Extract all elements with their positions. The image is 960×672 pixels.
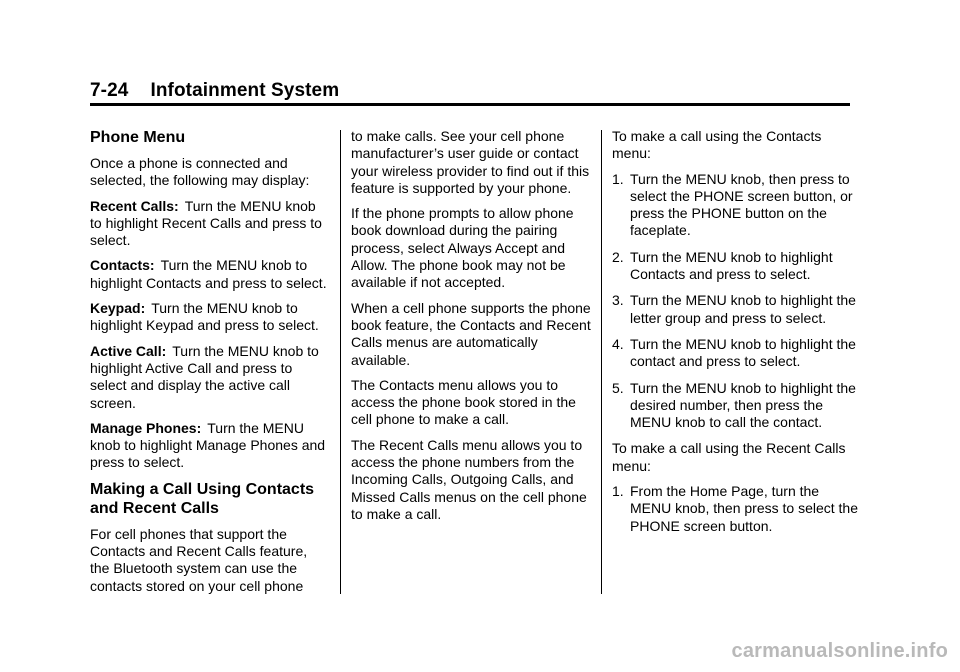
definition-term: Keypad: — [90, 300, 146, 317]
list-number: 1. — [612, 170, 624, 187]
paragraph: If the phone prompts to allow phone book download during the pairing process, select Always Accept and Allow. The phone book may not be available if not accepted. — [351, 205, 574, 291]
paragraph: The Contacts menu allows you to access the phone book stored in the cell phone to make a call. — [351, 376, 576, 428]
section-title: Infotainment System — [150, 80, 340, 101]
header-rule — [90, 103, 850, 106]
list-text: Turn the MENU knob to highlight the desired number, then press the MENU knob to call the contact. — [630, 379, 856, 431]
numbered-list — [612, 171, 858, 432]
list-text: Turn the MENU knob, then press to select the PHONE screen button, or press the PHONE button on the faceplate. — [630, 170, 853, 239]
numbered-list — [612, 483, 858, 535]
list-item — [612, 336, 858, 371]
list-item — [612, 483, 858, 535]
definition-text: Turn the MENU knob to highlight Active Call and press to select and display the active call screen. — [90, 342, 319, 411]
page-header — [90, 80, 850, 102]
watermark: carmanualsonline.info — [731, 640, 948, 662]
column-1 — [90, 128, 330, 603]
definition-term: Active Call: — [90, 342, 167, 359]
definition-term: Recent Calls: — [90, 197, 179, 214]
definition-text: Turn the MENU knob to highlight Contacts and press to select. — [90, 257, 327, 291]
definition-item — [90, 300, 330, 335]
definition-term: Contacts: — [90, 257, 155, 274]
column-2 — [351, 128, 591, 531]
definition-text: Turn the MENU knob to highlight Keypad and press to select. — [90, 300, 319, 334]
paragraph: Once a phone is connected and selected, the following may display: — [90, 155, 310, 189]
paragraph: When a cell phone supports the phone book feature, the Contacts and Recent Calls menus are automatically available. — [351, 299, 591, 368]
list-text: Turn the MENU knob to highlight the contact and press to select. — [630, 335, 856, 370]
section-heading: Making a Call Using Contacts and Recent Calls — [90, 480, 315, 517]
list-item — [612, 292, 858, 327]
list-text: From the Home Page, turn the MENU knob, then press to select the PHONE screen button. — [630, 483, 858, 534]
list-item — [612, 171, 858, 240]
paragraph: To make a call using the Recent Calls menu: — [612, 440, 846, 474]
definition-item — [90, 420, 330, 472]
page-number: 7-24 — [90, 80, 129, 101]
paragraph: To make a call using the Contacts menu: — [612, 128, 822, 162]
list-text: Turn the MENU knob to highlight the letter group and press to select. — [630, 292, 856, 326]
column-divider — [601, 130, 602, 594]
column-3 — [612, 128, 858, 544]
definition-term: Manage Phones: — [90, 419, 202, 436]
paragraph: For cell phones that support the Contacts and Recent Calls feature, the Bluetooth system can use the contacts stored on your cell phone — [90, 525, 308, 594]
list-number: 1. — [612, 483, 624, 500]
definition-item — [90, 343, 330, 412]
list-item — [612, 249, 858, 284]
list-number: 3. — [612, 292, 624, 309]
list-number: 5. — [612, 379, 624, 396]
definition-item — [90, 198, 330, 250]
header-title — [90, 80, 850, 102]
paragraph: to make calls. See your cell phone manufacturer’s user guide or contact your wireless provider to find out if this feature is supported by your phone. — [351, 128, 590, 196]
list-number: 2. — [612, 248, 624, 265]
definition-text: Turn the MENU knob to highlight Recent Calls and press to select. — [90, 197, 322, 249]
list-text: Turn the MENU knob to highlight Contacts and press to select. — [630, 248, 833, 283]
list-number: 4. — [612, 335, 624, 352]
paragraph: The Recent Calls menu allows you to access the phone numbers from the Incoming Calls, Outgoing Calls, and Missed Calls menus on the cell phone to make a call. — [351, 436, 587, 522]
column-divider — [340, 130, 341, 594]
definition-text: Turn the MENU knob to highlight Manage Phones and press to select. — [90, 419, 326, 471]
definition-item — [90, 257, 330, 292]
list-item — [612, 380, 858, 432]
section-heading: Phone Menu — [90, 129, 186, 146]
